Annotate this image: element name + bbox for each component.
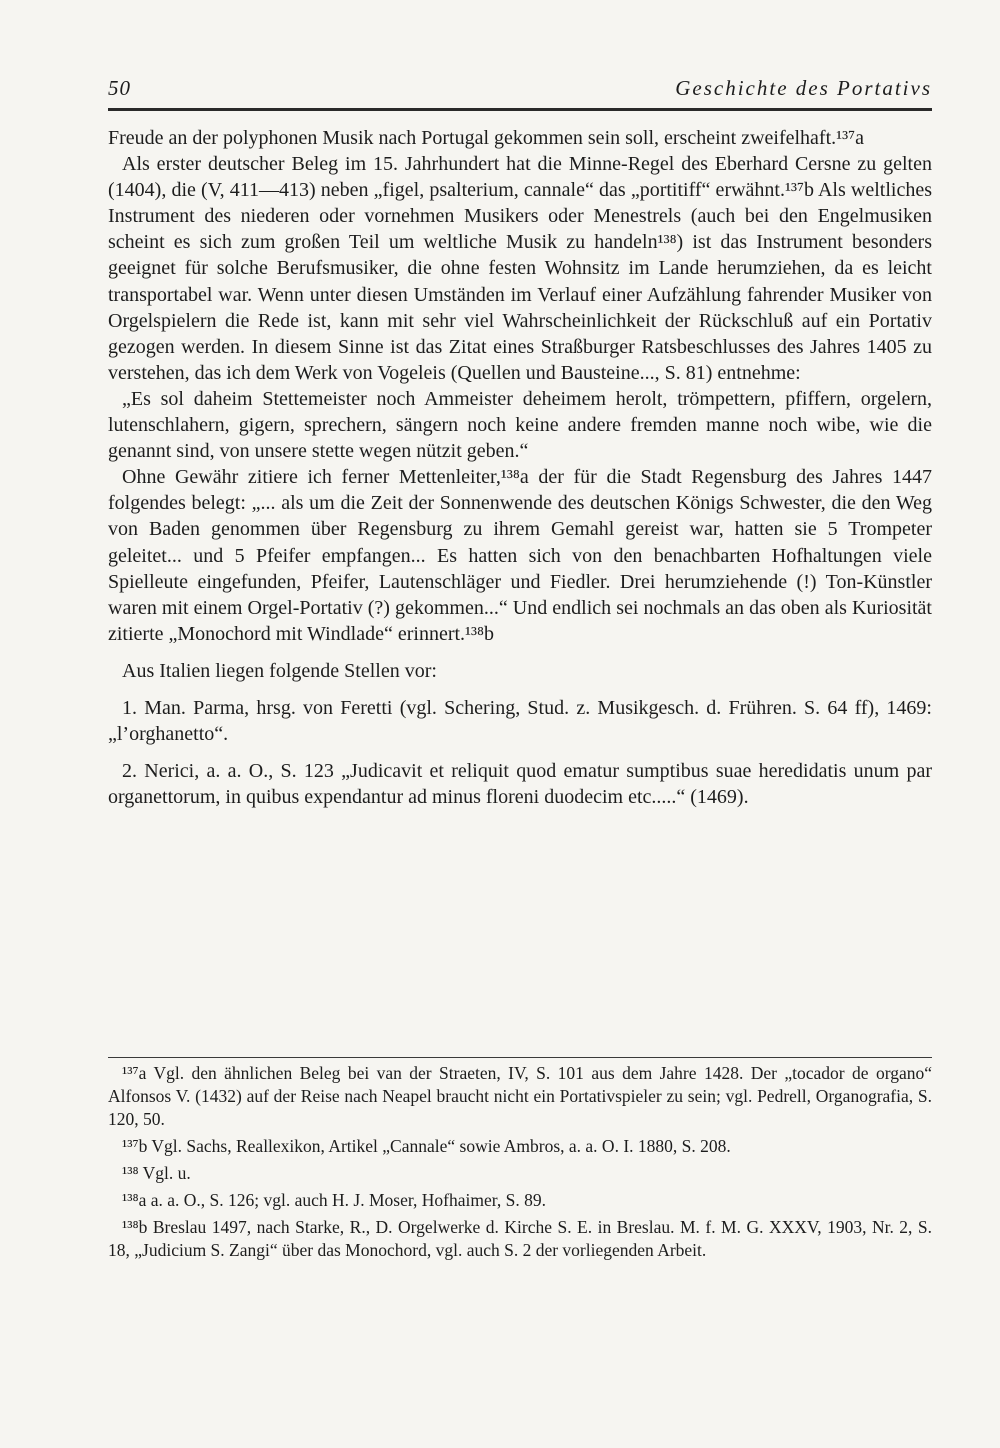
running-title: Geschichte des Portativs <box>675 76 932 100</box>
page-header <box>108 76 932 106</box>
paragraph-cersne: Als erster deutscher Beleg im 15. Jahrhundert hat die Minne-Regel des Eberhard Cersne zu gelten (1404), die (V, 411—413) neben „figel, psalterium, cannale“ das „portitiff“ erwähnt.¹³⁷b Als weltliches Instrument des niederen oder vornehmen Musikers oder Menestrels (auch bei den Engelmusiken scheint es sich zum großen Teil um weltliche Musik zu handeln¹³⁸) ist das Instrument besonders geeignet für solche Berufsmusiker, die ohne festen Wohnsitz im Lande herumziehen, da es leicht transportabel war. Wenn unter diesen Umständen im Verlauf einer Aufzählung fahrender Musiker von Orgelspielern die Rede ist, kann mit sehr viel Wahrscheinlichkeit der Rückschluß auf ein Portativ gezogen werden. In diesem Sinne ist das Zitat eines Straßburger Ratsbeschlusses des Jahres 1405 zu verstehen, das ich dem Werk von Vogeleis (Quellen und Bausteine..., S. 81) entnehme: <box>108 153 932 384</box>
footnote-137a: ¹³⁷a Vgl. den ähnlichen Beleg bei van der Straeten, IV, S. 101 aus dem Jahre 1428. Der „tocador de organo“ Alfonsos V. (1432) auf der Reise nach Neapel braucht nicht ein Portativspieler zu sein; vgl. Pedrell, Organografia, S. 120, 50. <box>108 1063 932 1129</box>
paragraph-continuation: Freude an der polyphonen Musik nach Portugal gekommen sein soll, erscheint zweifelhaft.¹³⁷a <box>108 127 864 149</box>
paragraph-mettenleiter: Ohne Gewähr zitiere ich ferner Mettenleiter,¹³⁸a der für die Stadt Regensburg des Jahres 1447 folgendes belegt: „... als um die Zeit der Sonnenwende des deutschen Königs Schwester, die den Weg von Baden genommen über Regensburg zu ihrem Gemahl gereist war, hatten sie 5 Trompeter geleitet... und 5 Pfeifer empfangen... Es hatten sich von den benachbarten Hofhaltungen viele Spielleute eingefunden, Pfeifer, Lautenschläger und Fiedler. Drei herumziehende (!) Ton-Künstler waren mit einem Orgel-Portativ (?) gekommen...“ Und endlich sei nochmals an das oben als Kuriosität zitierte „Monochord mit Windlade“ erinnert.¹³⁸b <box>108 466 932 645</box>
footnotes <box>108 1062 932 1266</box>
paragraph-italien: Aus Italien liegen folgende Stellen vor: <box>122 659 437 682</box>
footnote-137b: ¹³⁷b Vgl. Sachs, Reallexikon, Artikel „Cannale“ sowie Ambros, a. a. O. I. 1880, S. 208. <box>122 1136 731 1156</box>
list-item-parma: 1. Man. Parma, hrsg. von Feretti (vgl. Schering, Stud. z. Musikgesch. d. Frühren. S. 64 ff), 1469: „l’orghanetto“. <box>108 696 932 746</box>
header-rule <box>108 108 932 111</box>
quotation-strassburg: „Es sol daheim Stettemeister noch Ammeister deheimem herolt, trömpettern, pfiffern, orgelern, lutenschlahern, gigern, sprechern, sängern noch keine andere fremden manne noch wibe, wie die genannt sind, von unsere stette wegen nützit geben.“ <box>108 387 932 463</box>
footnote-138: ¹³⁸ Vgl. u. <box>122 1163 191 1183</box>
page-number: 50 <box>108 76 131 100</box>
footnote-138a: ¹³⁸a a. a. O., S. 126; vgl. auch H. J. Moser, Hofhaimer, S. 89. <box>122 1190 546 1210</box>
footnote-rule <box>108 1057 932 1058</box>
footnote-138b: ¹³⁸b Breslau 1497, nach Starke, R., D. Orgelwerke d. Kirche S. E. in Breslau. M. f. M. G. XXXV, 1903, Nr. 2, S. 18, „Judicium S. Zangi“ über das Monochord, vgl. auch S. 2 der vorliegenden Arbeit. <box>108 1217 932 1260</box>
list-item-nerici: 2. Nerici, a. a. O., S. 123 „Judicavit et reliquit quod ematur sumptibus suae heredidatis unum par organettorum, in quibus expendantur ad minus floreni duodecim etc.....“ (1469). <box>108 760 932 809</box>
main-text <box>108 125 932 810</box>
